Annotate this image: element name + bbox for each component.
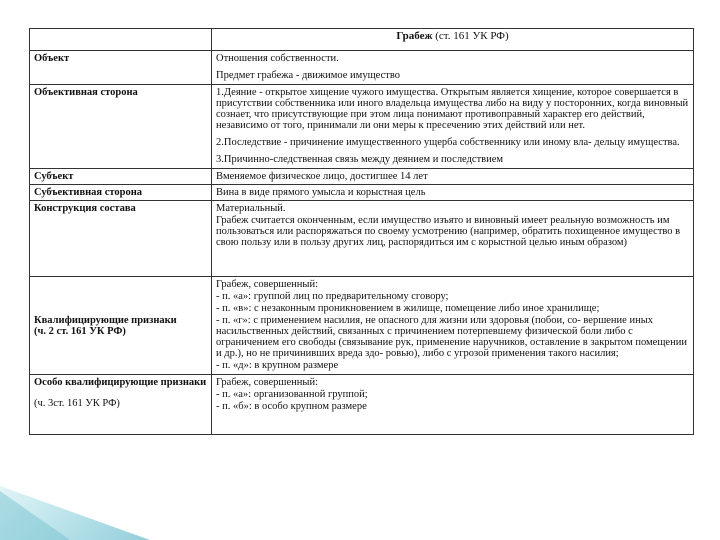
qualifying-article: (ч. 2 ст. 161 УК РФ): [34, 325, 126, 337]
label-construction: Конструкция состава: [30, 201, 212, 277]
title-article: (ст. 161 УК РФ): [432, 30, 509, 42]
content-qualifying: [212, 277, 694, 375]
row-construction: [30, 201, 694, 277]
qualifying-item: - п. «в»: с незаконным проникновением в жилище, помещение либо иное хранилище;: [216, 303, 600, 315]
especially-intro: Грабеж, совершенный:: [216, 377, 318, 389]
objective-paragraph-3: 3.Причинно-следственная связь между деянием и последствием: [216, 154, 504, 166]
objective-paragraph-1: 1.Деяние - открытое хищение чужого имущества. Открытым является хищение, которое совершается в присутствии собственника или иного владельца имущества либо на виду у посторонних, когда виновный сознает, что присутствующие при этом лица понимают противоправный характер его действий, независимо от того, принимали ли они меры к пресечению этих действий или нет.: [216, 87, 689, 132]
qualifying-intro: Грабеж, совершенный:: [216, 279, 318, 291]
especially-item: - п. «а»: организованной группой;: [216, 389, 368, 401]
objective-paragraph-2: 2.Последствие - причинение имущественного ущерба собственнику или иному вла- дельцу имущества.: [216, 137, 680, 149]
label-object: Объект: [30, 51, 212, 85]
qualifying-item: - п. «г»: с применением насилия, не опасного для жизни или здоровья (побои, со- вершение иных насильственных действий, связанных с причинением потерпевшему физической боли либо с ограничением его свободы (связывание рук, применение наручников, оставление в закрытом помещении и др.), но не причинивших вреда здо- ровью), либо с угрозой применения такого насилия;: [216, 315, 687, 360]
title-bold: Грабеж: [396, 30, 433, 42]
row-subjective-side: [30, 185, 694, 201]
qualifying-item: - п. «д»: в крупном размере: [216, 360, 339, 372]
label-subjective-side: Субъективная сторона: [30, 185, 212, 201]
label-especially-qualifying: [30, 375, 212, 435]
label-subject: Субъект: [30, 169, 212, 185]
qualifying-label: Квалифицирующие признаки: [34, 314, 177, 326]
row-especially-qualifying: [30, 375, 694, 435]
content-subjective-side: Вина в виде прямого умысла и корыстная цель: [212, 185, 694, 201]
label-qualifying: [30, 277, 212, 375]
object-line-1: Отношения собственности.: [216, 53, 339, 64]
content-subject: Вменяемое физическое лицо, достигшее 14 лет: [212, 169, 694, 185]
qualifying-item: - п. «а»: группой лиц по предварительному сговору;: [216, 291, 449, 303]
content-especially-qualifying: [212, 375, 694, 435]
construction-line-1: Материальный.: [216, 203, 286, 215]
row-qualifying: [30, 277, 694, 375]
content-object: [212, 51, 694, 85]
row-subject: [30, 169, 694, 185]
especially-article: (ч. 3ст. 161 УК РФ): [34, 398, 120, 410]
construction-line-2: Грабеж считается оконченным, если имущество изъято и виновный имеет реальную возможность им пользоваться или распоряжаться по своему усмотрению (например, обратить похищенное имущество в свою пользу или в пользу других лиц, распорядиться им с корыстной целью иным образом): [216, 215, 681, 249]
content-construction: [212, 201, 694, 277]
especially-label: Особо квалифицирующие признаки: [34, 377, 207, 389]
row-objective-side: [30, 85, 694, 169]
row-object: [30, 51, 694, 85]
grabezh-table: [29, 28, 694, 435]
especially-item: - п. «б»: в особо крупном размере: [216, 401, 367, 413]
table-title: [212, 29, 694, 51]
label-objective-side: Объективная сторона: [30, 85, 212, 169]
content-objective-side: [212, 85, 694, 169]
object-line-2: Предмет грабежа - движимое имущество: [216, 70, 400, 82]
